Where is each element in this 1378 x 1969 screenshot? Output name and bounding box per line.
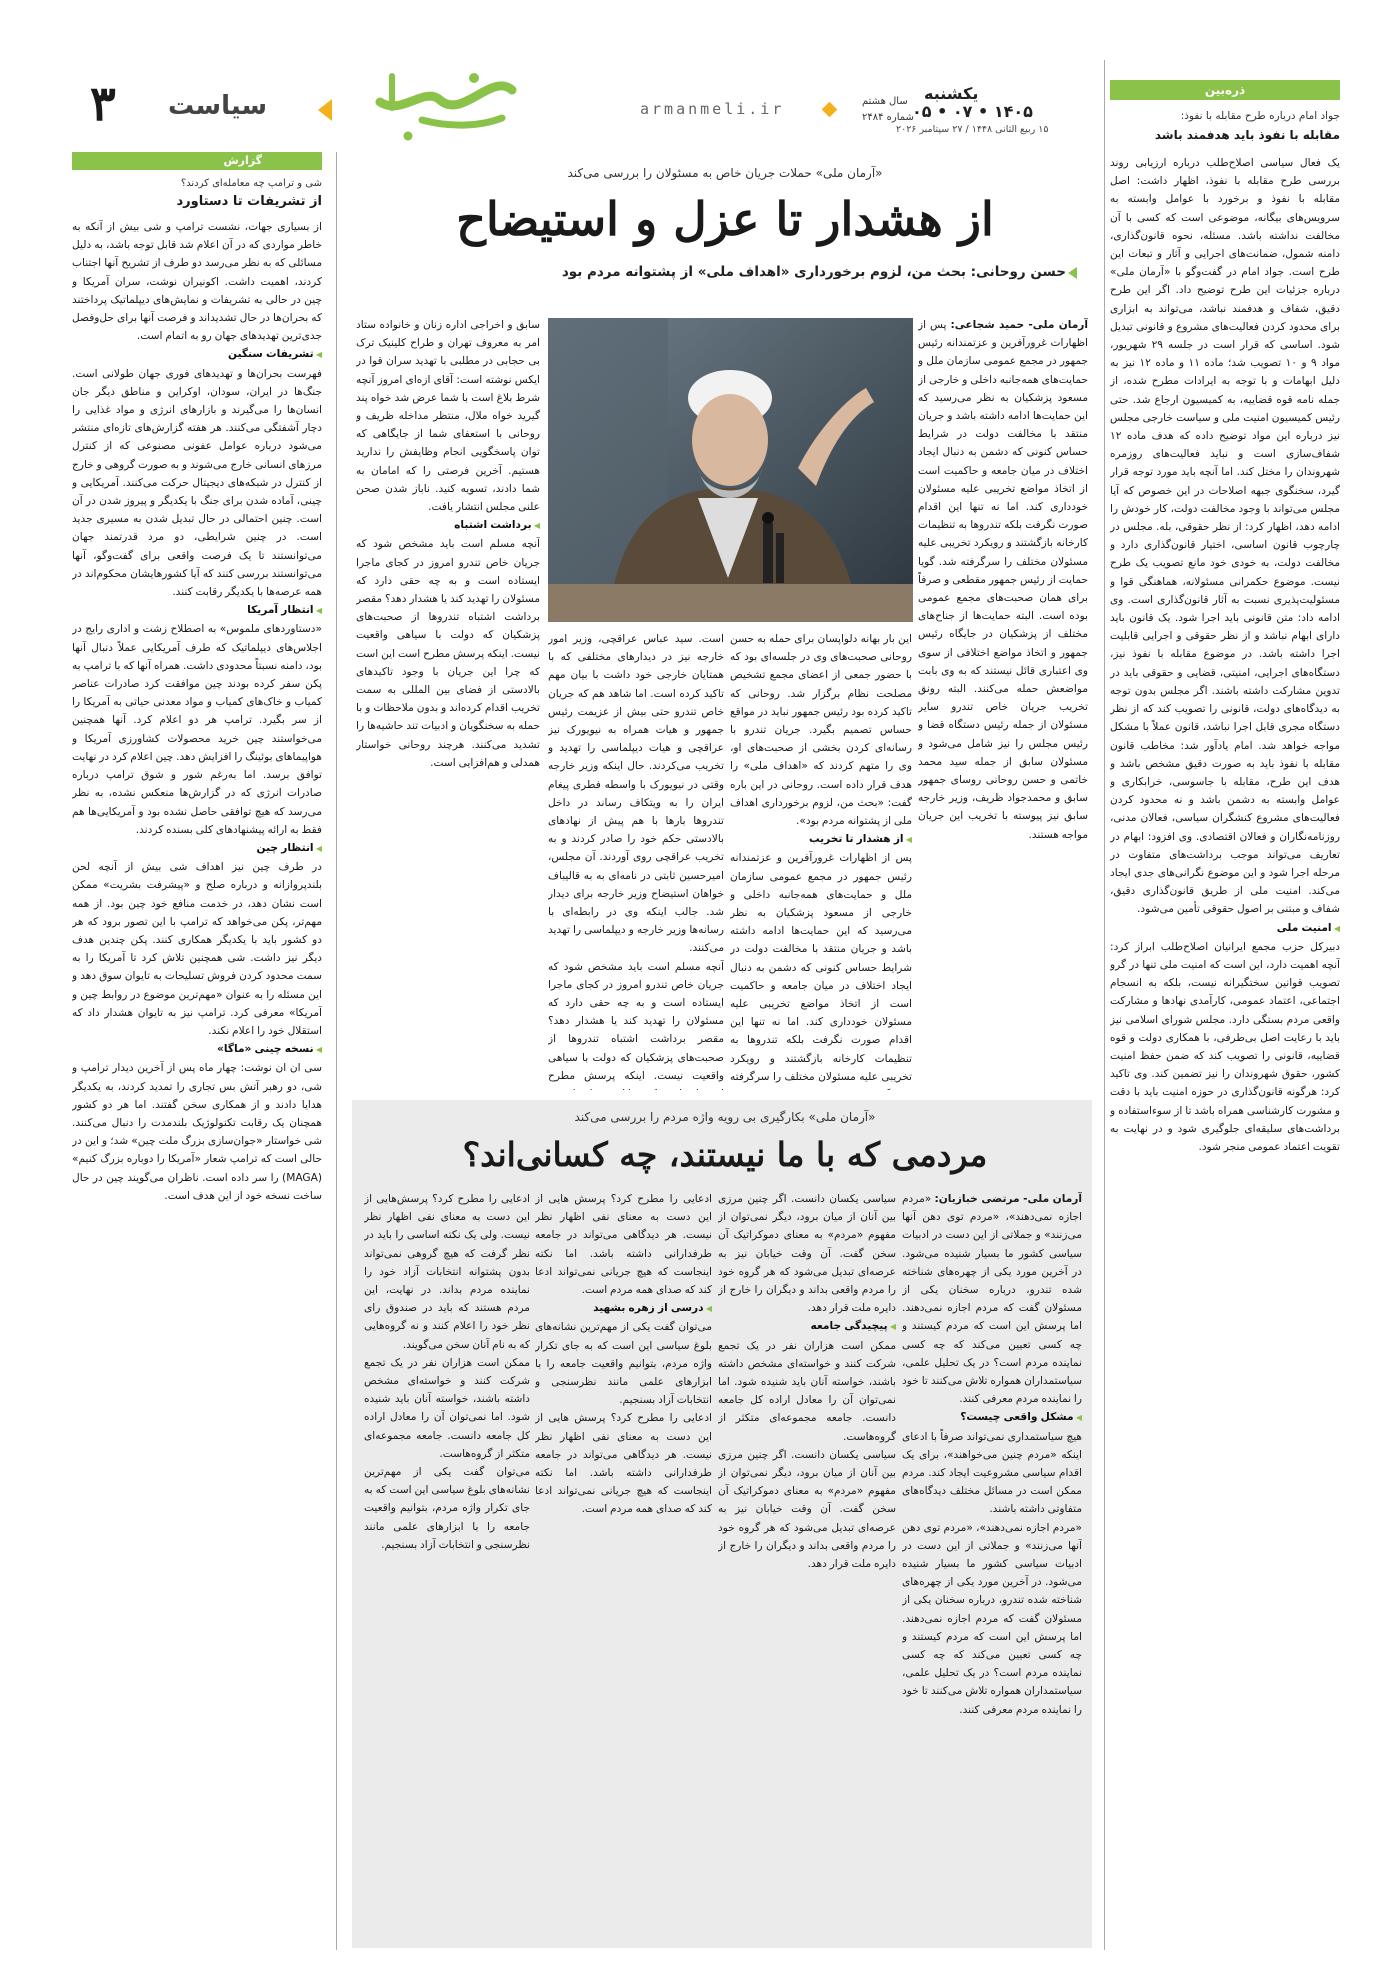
- diamond-icon: [822, 102, 838, 118]
- box-text: می‌توان گفت یکی از مهم‌ترین نشانه‌های بلوغ سیاسی این است که به جای تکرار واژه مردم، بتوانیم واقعیت جامعه را با ابزارهای علمی مانند نظرسنجی و انتخابات آزاد بسنجیم.: [364, 1466, 530, 1551]
- report-paragraph: فهرست بحران‌ها و تهدیدهای فوری جهان طولانی است. جنگ‌ها در ایران، سودان، اوکراین و مناطق دیگر جان انسان‌ها را می‌گیرند و بازارهای انرژی و مواد غذایی را دچار آشفتگی می‌کنند. هر هفته گزارش‌های تازه‌ای منتشر می‌شود درباره عوامل عفونی مصنوعی که از کنترل مرزهای انسانی خارج می‌شوند و به صورت گروهی و خارج از کنترل در شبکه‌های دیجیتال حرکت می‌کنند. آمریکایی و چینی، آماده شدن برای جنگ با یکدیگر و پیروز شدن در آن است. چنین احتمالی در حال تبدیل شدن به مسیری جدید است. در چنین شرایطی، دو مرد قدرتمند جهان می‌توانستند تا یک فرصت واقعی برای گفت‌وگو، آنها می‌توانستند بررسی کنند که آیا کشورهایشان محکوم‌اند در همه عرصه‌ها با یکدیگر رقابت کنند.: [72, 367, 322, 599]
- newspaper-logo[interactable]: [362, 62, 522, 148]
- box-text: ممکن است هزاران نفر در یک تجمع شرکت کنند و خواسته‌ای مشخص داشته باشند، خواسته آنان باید شنیده شود. اما نمی‌توان آن را معادل اراده کل جامعه دانست. جامعه مجموعه‌ای متکثر از گروه‌هاست.: [718, 1339, 896, 1443]
- box-kicker: «آرمان ملی» بکارگیری بی رویه واژه مردم را بررسی می‌کند: [574, 1110, 876, 1124]
- column-divider: [336, 152, 337, 1950]
- report-subhead: ◀ انتظار چین: [72, 839, 322, 858]
- strip-subhead: ◀ امنیت ملی: [1110, 919, 1340, 938]
- strip-paragraph: یک فعال سیاسی اصلاح‌طلب درباره ارزیابی روند بررسی طرح مقابله با نفوذ، اظهار داشت: اصل مقابله با نفوذ و برخورد با عوامل وابسته به سرویس‌های بیگانه، موضوعی است که کسی با آن مخالفت نداشته باشد. مسئله، نحوه قانون‌گذاری، دامنه شمول، ضمانت‌های اجرایی و آثار و تبعات این طرح است. جواد امام در گفت‌وگو با «آرمان ملی» درباره جزئیات این طرح توضیح داد. اگر این طرح دقیق، شفاف و هدفمند نباشد، می‌تواند به ابزاری برای محدود کردن فعالیت‌های مشروع و قانونی تبدیل شود. اساسی که قرار است در جلسه ۲۹ شهریور، مواد ۹ و ۱۰ تصویب شد؛ ماده ۱۱ و ماده ۱۲ نیز به دلیل ابهامات و با توجه به ایرادات مطرح شده، از جمله نامه قوه قضاییه، به کمیسیون ارجاع شد. حتی رئیس کمیسیون امنیت ملی و سیاست خارجی مجلس نیز درباره این مواد توضیح داده که هدف ماده ۱۲ شفاف‌سازی است و نباید فعالیت‌های روزمره شهروندان را مختل کند. اما آنچه باید مورد توجه قرار گیرد، سخنگوی جبهه اصلاحات در این خصوص که آیا مجلس می‌تواند با وجود مخالفت دولت، کار خودش را ادامه دهد، اظهار کرد: از نظر حقوقی، بله. مجلس در چارچوب قانون اساسی، اختیار قانون‌گذاری دارد و مخالفت دولت، به خودی خود مانع تصویب یک طرح نیست. موضوع حکمرانی مسئولانه، هماهنگی قوا و مسئولیت‌پذیری نسبت به آثار قانون‌گذاری است. وی ادامه داد: متن قانونی باید اجرا شود. یک قانون باید دارای ابهام نباشد و از نظر حقوقی و اجرایی قابلیت اجرا داشته باشد. در موضوع مقابله با نفوذ نیز، دستگاه‌های اجرایی، امنیتی، قضایی و حقوقی باید در تدوین مشارکت داشته باشند. اگر مجلس بدون توجه به دیدگاه‌های دولت، قانونی را تصویب کند که از نظر دستگاه مجری قابل اجرا نباشد، قانون عملاً با مشکل مواجه خواهد شد. امام یادآور شد: مخاطب قانون مقابله با نفوذ باید به صورت دقیق مشخص باشد و هدف این طرح، مقابله با جاسوسی، خرابکاری و عوامل وابسته به دشمن باشد و نه محدود کردن فعالیت‌های مشروع کنشگران سیاسی، فعالان مدنی، روزنامه‌نگاران و فعالان اقتصادی. وی افزود: ابهام در تعاریف می‌تواند موجب برداشت‌های متفاوت در مرحله اجرا شود و این موضوع نگرانی‌های جدی ایجاد می‌کند. امنیت ملی از طریق قانون‌گذاری دقیق، شفاف و مبتنی بر اصول حقوقی تأمین می‌شود.: [1110, 157, 1340, 916]
- box-subhead: ◀ پیچیدگی جامعه: [718, 1317, 896, 1336]
- site-url[interactable]: armanmeli.ir: [640, 100, 785, 118]
- article-column: [730, 630, 912, 1090]
- page-number: ۳: [90, 76, 116, 132]
- box-text: سیاسی یکسان دانست. اگر چنین مرزی بین آنان از میان برود، دیگر نمی‌توان از مفهوم «مردم» به معنای دموکراتیک آن سخن گفت. آن وقت خیابان نیز به عرصه‌ای تبدیل می‌شود که هر گروه خود را مردم واقعی بداند و دیگران را خارج از دایره ملت قرار دهد.: [718, 1448, 896, 1571]
- box-text: «مردم اجازه نمی‌دهند»، «مردم توی دهن آنها می‌زنند» و جملاتی از این دست در ادبیات سیاسی کشور ما بسیار شنیده می‌شود. در آخرین مورد یکی از چهره‌های شناخته شده تندرو، درباره سخنان یکی از مسئولان گفت که مردم اجازه نمی‌دهند. اما پرسش این است که مردم کیستند و چه کسی تعیین می‌کند که چه کسی نماینده مردم است؟ در یک تحلیل علمی، سیاستمداران همواره تلاش می‌کنند تا خود را نماینده مردم معرفی کنند.: [902, 1193, 1082, 1406]
- section-arrow-icon: [318, 99, 332, 121]
- article-subhead: ◀ برداشت اشتباه: [356, 516, 540, 535]
- report-subhead: ◀ نسخه چینی «ماگا»: [72, 1040, 322, 1059]
- box-column: [364, 1190, 530, 1940]
- strip-kicker: جواد امام درباره طرح مقابله با نفوذ:: [1180, 110, 1340, 122]
- day-name: یکشنبه: [924, 84, 979, 103]
- report-paragraph: در طرف چین نیز اهداف شی بیش از آنچه لحن بلندپروازانه و درباره صلح و «پیشرفت بشریت» ممکن است نشان دهد، در خدمت منافع خود چین بود. از همه مهم‌تر، پکن می‌خواهد که ترامپ با این تصور برود که هر دو کشور باید با یکدیگر همکاری کنند. پکن چندین هدف دیگر نیز داشت. شی همچنین تلاش کرد تا آمریکا را به سمت محدود کردن فروش تسلیحات به تایوان سوق دهد و این مسئله را به عنوان «مهم‌ترین موضوع در روابط چین و آمریکا» معرفی کرد. ترامپ نیز به تایوان هشدار داد که استقلال خود را اعلام نکند.: [72, 861, 322, 1037]
- article-text: سابق و اخراجی اداره زنان و خانواده ستاد امر به معروف تهران و طراح کلینیک ترک بی حجابی در مطلبی با تهدید سران قوا در ایکس نوشته است: آقای ازه‌ای امروز آنچه شرط بلاغ است با شما عرض شد خواه پند گیرید خواه ملال، منتظر مداخله ظریف و روحانی با استعفای شما از جایگاهی که توان پاسخگویی انجام وظایفش را ندارید هستیم. آخرین فرصتی را که امامان به شما دادند، تسویه کنید. ناباز شدن صحن علنی مجلس انتشار یافت.: [356, 319, 540, 514]
- article-column: [918, 316, 1088, 1090]
- report-paragraph: «دستاوردهای ملموس» به اصطلاح زشت و اداری رایج در اجلاس‌های دیپلماتیک که طرف آمریکایی عملاً دنبال آنها بود، دامنه نسبتاً محدودی داشت. همراه آنها که با ترامپ به پکن سفر کرده بودند چین موافقت کرد صادرات عناصر کمیاب و خاک‌های کمیاب و مواد معدنی حیاتی به آمریکا را از سر بگیرد. ترامپ هر دو اعلام کرد. آنها همچنین می‌خواستند چین خرید محصولات کشاورزی آمریکا و هواپیماهای بوئینگ را افزایش دهد. چین اعلام کرد در نهایت توافق برسد. اما به‌رغم شور و شوق ترامپ درباره صادرات انرژی که در گزارش‌ها منعکس نشده، به نظر می‌رسد که هیچ توافقی حاصل نشده بود و آمریکایی‌ها هم فقط به ارائه پیشنهادهای کلی بسنده کردند.: [72, 623, 322, 836]
- article-text: پس از اظهارات غرورآفرین و عزتمندانه رئیس جمهور در مجمع عمومی سازمان ملل و حمایت‌های همه‌جانبه داخلی و خارجی از مسعود پزشکیان به نظر می‌رسید که این حمایت‌ها ادامه داشته باشد و جریان منتقد با مخالفت دولت در شرایط حساس کنونی که دشمن به دنبال ایجاد اختلاف در میان جامعه و حاکمیت است از اتخاذ مواضع تخریبی علیه مسئولان خودداری کند. اما نه تنها این اقدام صورت نگرفت بلکه تندروها به تنظیمات کارخانه بازگشتند و رویکرد تخریبی علیه مسئولان مختلف را سرگرفته: [730, 852, 912, 1083]
- report-paragraph: از بسیاری جهات، نشست ترامپ و شی بیش از آنکه به خاطر مواردی که در آن اعلام شد قابل توجه باشد، به دلیل مسائلی که به نظر می‌رسد دو طرف از تشریح آنها اجتناب کردند، اهمیت داشت. اکونیران نوشت، سران آمریکا و چین در حالی به تشریفات و نمایش‌های دیپلماتیک پرداختند که بحران‌ها در حال تشدید‌اند و فرصت آنها برای حل‌وفصل جدی‌ترین تهدیدهای جهان رو به اتمام است.: [72, 221, 322, 343]
- main-subtitle: حسن روحانی: بحث من، لزوم برخورداری «اهداف ملی» از پشتوانه مردم بود: [561, 264, 1066, 280]
- box-text: ممکن است هزاران نفر در یک تجمع شرکت کنند و خواسته‌ای مشخص داشته باشند، خواسته آنان باید شنیده شود. اما نمی‌توان آن را معادل اراده کل جامعه دانست. جامعه مجموعه‌ای متکثر از گروه‌هاست.: [364, 1356, 530, 1460]
- box-column: [718, 1190, 896, 1940]
- report-header: گزارش: [72, 152, 322, 170]
- strip-body: [1110, 154, 1340, 1946]
- box-subhead: ◀ مشکل واقعی چیست؟: [902, 1408, 1082, 1427]
- article-column: [548, 630, 724, 1090]
- box-subhead: ◀ درسی از زهره بشهید: [535, 1299, 712, 1318]
- article-column: [356, 316, 540, 1090]
- issue-number: شماره ۲۴۸۴: [862, 112, 914, 123]
- report-kicker: شی و ترامپ چه معامله‌ای کردند؟: [180, 178, 322, 189]
- article-text: آنچه مسلم است باید مشخص شود که جریان خاص تندرو امروز در کجای ماجرا ایستاده است و به چه حقی دارد که مسئولان را تهدید کند یا هشدار دهد؟ مقصر برداشت اشتباه تندروها از صحبت‌های پزشکیان که دولت با سیاهی واقعیت نیست. اینکه پرسش مطرح است این است که چرا این جریان با وجود تاکیدهای بالادستی از فضای بین المللی به سمت تخریب اقدام کرده‌اند و بدون ملاحظات و با حمله به سخنگویان و ادبیات تند حاشیه‌ها را تشدید می‌کنند. هرچند روحانی خواستار همدلی و هم‌افزایی است.: [356, 538, 540, 769]
- main-headline[interactable]: از هشدار تا عزل و استیضاح: [456, 192, 994, 246]
- issue-year: سال هشتم: [862, 96, 908, 107]
- article-photo: [548, 318, 913, 622]
- article-byline: آرمان ملی- حمید شجاعی:: [950, 319, 1088, 331]
- article-subhead: ◀ از هشدار تا تخریب: [730, 830, 912, 849]
- box-column: [902, 1190, 1082, 1940]
- report-subhead: ◀ تشریفات سنگین: [72, 345, 322, 364]
- box-text: می‌توان گفت یکی از مهم‌ترین نشانه‌های بلوغ سیاسی این است که به جای تکرار واژه مردم، بتوانیم واقعیت جامعه را با ابزارهای علمی مانند نظرسنجی و انتخابات آزاد بسنجیم.: [535, 1321, 712, 1407]
- logo-icon: [362, 62, 522, 148]
- strip-paragraph-2: دبیرکل حزب مجمع ایرانیان اصلاح‌طلب ابراز کرد: آنچه اهمیت دارد، این است که امنیت ملی تنها در گرو تصویب قوانین سختگیرانه نیست، بلکه به انسجام اجتماعی، اعتماد عمومی، کارآمدی نهادها و مشارکت واقعی مردم بستگی دارد. مجلس شورای اسلامی نیز باید با رعایت اصل بی‌طرفی، با همکاری دولت و قوه قضاییه، قانونی را تصویب کند که ضمن حفظ امنیت کشور، حقوق شهروندان را نیز تضمین کند. وی تاکید کرد: هرگونه قانون‌گذاری در حوزه امنیت باید با دقت و مشورت کارشناسی همراه باشد تا از سوءاستفاده و برداشت‌های سلیقه‌ای جلوگیری شود و در نهایت به تقویت اعتماد عمومی منجر شود.: [1110, 940, 1340, 1153]
- article-text: این بار بهانه دلواپسان برای حمله به حسن روحانی صحبت‌های وی در جلسه‌ای بود که با حضور جمعی از اعضای مجمع تشخیص مصلحت نظام برگزار شد. روحانی که تاکید کرده بود رئیس جمهور نباید در مواقع حساس تصمیم بگیرد. جریان تندرو با رسانه‌ای کردن بخشی از صحبت‌های او، وی را متهم کردند که «اهداف ملی» را هدف قرار داده است. روحانی در این باره گفت: «بحث من، لزوم برخورداری اهداف ملی از پشتوانه مردم بود».: [730, 633, 912, 828]
- speaker-photo-icon: [548, 318, 913, 622]
- column-divider: [1104, 60, 1105, 1950]
- report-paragraph: سی ان ان نوشت: چهار ماه پس از آخرین دیدار ترامپ و شی، دو رهبر آتش بس تجاری را تمدید کردند، به یکدیگر هدایا دادند و از همکاری سخن گفتند. اما هر دو کشور همچنان یک رقابت تکنولوژیک بلندمدت را دنبال می‌کنند. شی خواستار «جوان‌سازی بزرگ ملت چین» شد؛ و این در حالی است که ترامپ شعار «آمریکا را دوباره بزرگ کنیم» (MAGA) را سر داده است. ناظران می‌گویند چین در حال ساخت نسخه خود از این هدف است.: [72, 1062, 322, 1202]
- main-kicker: «آرمان ملی» حملات جریان خاص به مسئولان را بررسی می‌کند: [567, 166, 883, 180]
- box-column: [535, 1190, 712, 1940]
- strip-title[interactable]: مقابله با نفوذ باید هدفمند باشد: [1154, 128, 1340, 142]
- report-body: [72, 218, 322, 1948]
- box-text: ادعایی را مطرح کرد؟ پرسش هایی از این دست به معنای نفی اظهار نظر نیست. هر دیدگاهی می‌تواند در جامعه طرفدارانی داشته باشد. اما نکته اینجاست که هیچ جریانی نمی‌تواند ادعا کند که صدای همه مردم است.: [535, 1412, 712, 1516]
- box-text: هیچ سیاستمداری نمی‌تواند صرفاً با ادعای اینکه «مردم چنین می‌خواهند»، برای یک اقدام سیاسی مشروعیت ایجاد کند. مردم ممکن است در مسائل مختلف دیدگاه‌های متفاوتی داشته باشند.: [902, 1430, 1082, 1516]
- report-title[interactable]: از تشریفات تا دستاورد: [176, 194, 322, 209]
- box-text: «مردم اجازه نمی‌دهند»، «مردم توی دهن آنها می‌زنند» و جملاتی از این دست در ادبیات سیاسی کشور ما بسیار شنیده می‌شود. در آخرین مورد یکی از چهره‌های شناخته شده تندرو، درباره سخنان یکی از مسئولان گفت که مردم اجازه نمی‌دهند. اما پرسش این است که مردم کیستند و چه کسی تعیین می‌کند که چه کسی نماینده مردم است؟ در یک تحلیل علمی، سیاستمداران همواره تلاش می‌کنند تا خود را نماینده مردم معرفی کنند.: [902, 1521, 1082, 1716]
- date-main: ۱۴۰۵ • ۰۷ • ۰۵: [912, 102, 1033, 121]
- box-text: ادعایی را مطرح کرد؟ پرسش هایی از این دست به معنای نفی اظهار نظر نیست. هر دیدگاهی می‌تواند در جامعه طرفدارانی داشته باشد. اما نکته اینجاست که هیچ جریانی نمی‌تواند ادعا کند که صدای همه مردم است.: [535, 1193, 712, 1297]
- article-text: آنچه مسلم است باید مشخص شود که جریان خاص تندرو امروز در کجای ماجرا ایستاده است و به چه حقی دارد که مسئولان را تهدید کند یا هشدار دهد؟ مقصر برداشت اشتباه تندروها از صحبت‌های پزشکیان که دولت با سیاهی واقعیت نیست. اینکه پرسش مطرح: [548, 960, 724, 1082]
- box-text: سیاسی یکسان دانست. اگر چنین مرزی بین آنان از میان برود، دیگر نمی‌توان از مفهوم «مردم» به معنای دموکراتیک آن سخن گفت. آن وقت خیابان نیز به عرصه‌ای تبدیل می‌شود که هر گروه خود را مردم واقعی بداند و دیگران را خارج از دایره ملت قرار دهد.: [718, 1193, 896, 1315]
- box-headline[interactable]: مردمی که با ما نیستند، چه کسانی‌اند؟: [462, 1135, 988, 1174]
- date-alternate: ۱۵ ربیع الثانی ۱۴۴۸ / ۲۷ سپتامبر ۲۰۲۶: [896, 124, 1049, 135]
- box-text: ادعایی را مطرح کرد؟ پرسش‌هایی از این دست به معنای نفی اظهار نظر نیست. ولی یک نکته اساسی را باید در نظر گرفت که هیچ گروهی نمی‌تواند بدون پشتوانه انتخابات آزاد خود را نماینده مردم بداند. در نهایت، این مردم هستند که باید در صندوق رای نظر خود را اعلام کنند و نه گروه‌هایی که به نام آنان سخن می‌گویند.: [364, 1193, 530, 1351]
- article-text: است. سید عباس عراقچی، وزیر امور خارجه نیز در دیدارهای مختلفی که با همتایان خارجی خود داشت با بیان مهم تاکید کرده است. اما شاهد هم که جریان خاص تندرو حتی بیش از عزیمت رئیس جمهور و هیات همراه به نیویورک نیز عراقچی و هیات دیپلماسی را تهدید و تخریب می‌کردند. حال اینکه وزیر خارجه وقتی در نیویورک با واسطه فطری پیغام ایران را به ویتکاف رساند در داخل تندروها بارها با هم پیش از نهادهای بالادستی حکم خود را صادر کردند و به تخریب عراقچی روی آوردند. آن مجلس، امیرحسین ثابتی در نامه‌ای به به قالیباف خواهان استیضاح وزیر خارجه برای دیدار شد. جالب اینکه وی در رابطه‌ای با رسانه‌ها وزیر خارجه و دیپلماسی را تهدید می‌کنند.: [548, 633, 724, 955]
- article-text: پس از اظهارات غرورآفرین و عزتمندانه رئیس جمهور در مجمع عمومی سازمان ملل و حمایت‌های همه‌جانبه داخلی و خارجی از مسعود پزشکیان به نظر می‌رسید که این حمایت‌ها ادامه داشته باشد و جریان منتقد با مخالفت دولت در شرایط حساس کنونی که دشمن به دنبال ایجاد اختلاف در میان جامعه و حاکمیت است از اتخاذ مواضع تخریبی علیه مسئولان خودداری کند. اما نه تنها این اقدام صورت نگرفت بلکه تندروها به تنظیمات کارخانه بازگشتند و رویکرد تخریبی علیه مسئولان مختلف را سرگرفته شد. گویا حمایت از رئیس جمهور مقطعی و صرفاً برای همان صحبت‌های مجمع عمومی بوده است. البته حمایت‌ها از جناح‌های مختلف از پزشکیان در جایگاه رئیس جمهور و اتخاذ مواضع اختلافی از سوی وی اعتباری قائل نیستند که به وی بابت مواضعش حمله می‌کنند. البته رونق تخریب جریان خاص تندرو سایر مسئولان از جمله رئیس دستگاه قضا و رئیس مجلس را نیز شامل می‌شود و مسئولان سابق از جمله سید محمد خاتمی و حسن روحانی روسای جمهور سابق و محمدجواد ظریف، وزیر خارجه سابق نیز پیوسته با تخریب این جریان مواجه هستند.: [918, 319, 1088, 841]
- strip-header: ذره‌بین: [1110, 80, 1340, 100]
- box-byline: آرمان ملی- مرتضی خبازیان:: [934, 1193, 1082, 1205]
- section-name: سیاست: [168, 91, 268, 121]
- report-subhead: ◀ انتظار آمریکا: [72, 601, 322, 620]
